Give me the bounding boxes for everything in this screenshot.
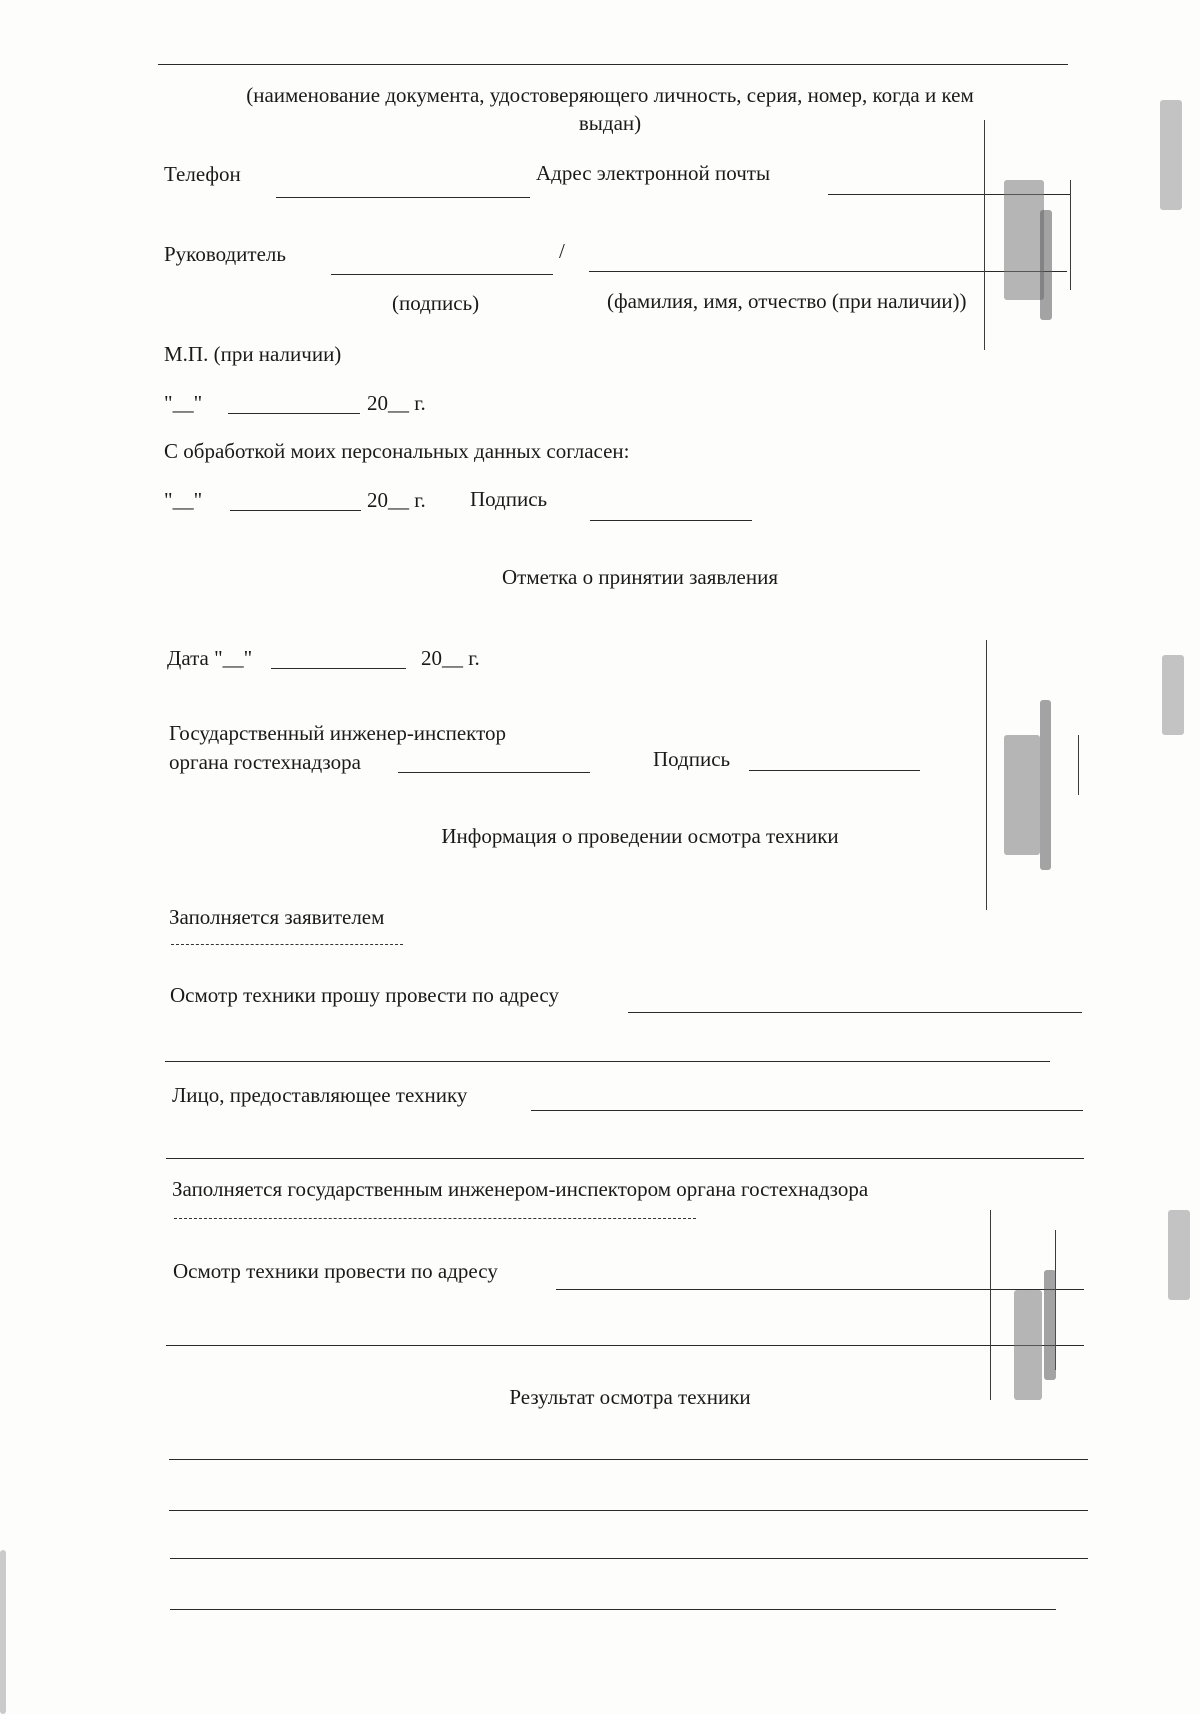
inspector-title-line2: органа гостехнадзора [169,750,361,774]
result-line-1[interactable] [169,1459,1088,1460]
inspector-header-underline [174,1218,696,1219]
scan-smudge [1004,180,1044,300]
scan-edge-mark [1168,1210,1190,1300]
scan-edge-mark [1160,100,1182,210]
applicant-header-underline [171,944,403,945]
scan-vertical-rule [1078,735,1079,795]
scan-vertical-rule [990,1210,991,1400]
date1-month-field[interactable] [228,413,360,414]
inspector-address-label: Осмотр техники провести по адресу [173,1259,498,1283]
head-name-field[interactable] [589,271,1067,272]
inspection-title: Информация о проведении осмотра техники [441,824,839,848]
inspector-address-field[interactable] [556,1289,1084,1290]
result-title: Результат осмотра техники [509,1385,751,1409]
inspector-title-line1: Государственный инженер-инспектор [169,721,506,745]
inspector-header: Заполняется государственным инженером-инспектором органа гостехнадзора [172,1177,869,1201]
acceptance-title: Отметка о принятии заявления [502,565,778,589]
slash-separator: / [559,239,565,263]
scan-smudge [1004,735,1040,855]
name-caption: (фамилия, имя, отчество (при наличии)) [607,289,967,313]
person-label: Лицо, предоставляющее технику [172,1083,468,1107]
inspector-name-field[interactable] [398,772,590,773]
phone-field[interactable] [276,197,530,198]
consent-signature-field[interactable] [590,520,752,521]
scan-vertical-rule [984,120,985,350]
acceptance-month-field[interactable] [271,668,406,669]
head-label: Руководитель [164,242,286,266]
document-caption-line1: (наименование документа, удостоверяющего личность, серия, номер, когда и кем [246,83,974,107]
date1-day: "__" [164,391,203,415]
result-line-3[interactable] [170,1558,1088,1559]
scan-smudge [1040,700,1051,870]
scan-vertical-rule [986,640,987,910]
address-field[interactable] [628,1012,1082,1013]
phone-label: Телефон [164,162,241,186]
consent-day: "__" [164,488,203,512]
result-line-2[interactable] [169,1510,1088,1511]
seal-label: М.П. (при наличии) [164,342,342,366]
scan-edge-mark [1162,655,1184,735]
result-line-4[interactable] [170,1609,1056,1610]
consent-label: С обработкой моих персональных данных согласен: [164,439,630,463]
scan-vertical-rule [1070,180,1071,290]
address-label: Осмотр техники прошу провести по адресу [170,983,559,1007]
acceptance-signature-label: Подпись [653,747,731,771]
scan-smudge [1014,1290,1042,1400]
acceptance-date-label: Дата "__" [167,646,253,670]
consent-month-field[interactable] [230,510,361,511]
consent-year: 20__ г. [367,488,426,512]
consent-signature-label: Подпись [470,487,548,511]
acceptance-signature-field[interactable] [749,770,920,771]
address-field-continued[interactable] [165,1061,1050,1062]
scan-smudge [1044,1270,1056,1380]
person-field[interactable] [531,1110,1083,1111]
person-field-continued[interactable] [166,1158,1084,1159]
acceptance-year: 20__ г. [421,646,480,670]
email-label: Адрес электронной почты [536,161,771,185]
date1-year: 20__ г. [367,391,426,415]
inspector-address-field-continued[interactable] [166,1345,1084,1346]
head-signature-field[interactable] [331,274,553,275]
document-caption-line2: выдан) [578,111,642,135]
scan-smudge [1040,210,1052,320]
applicant-header: Заполняется заявителем [169,905,385,929]
document-line-top [158,64,1068,65]
signature-caption: (подпись) [392,291,480,315]
scan-edge-mark [0,1550,6,1714]
